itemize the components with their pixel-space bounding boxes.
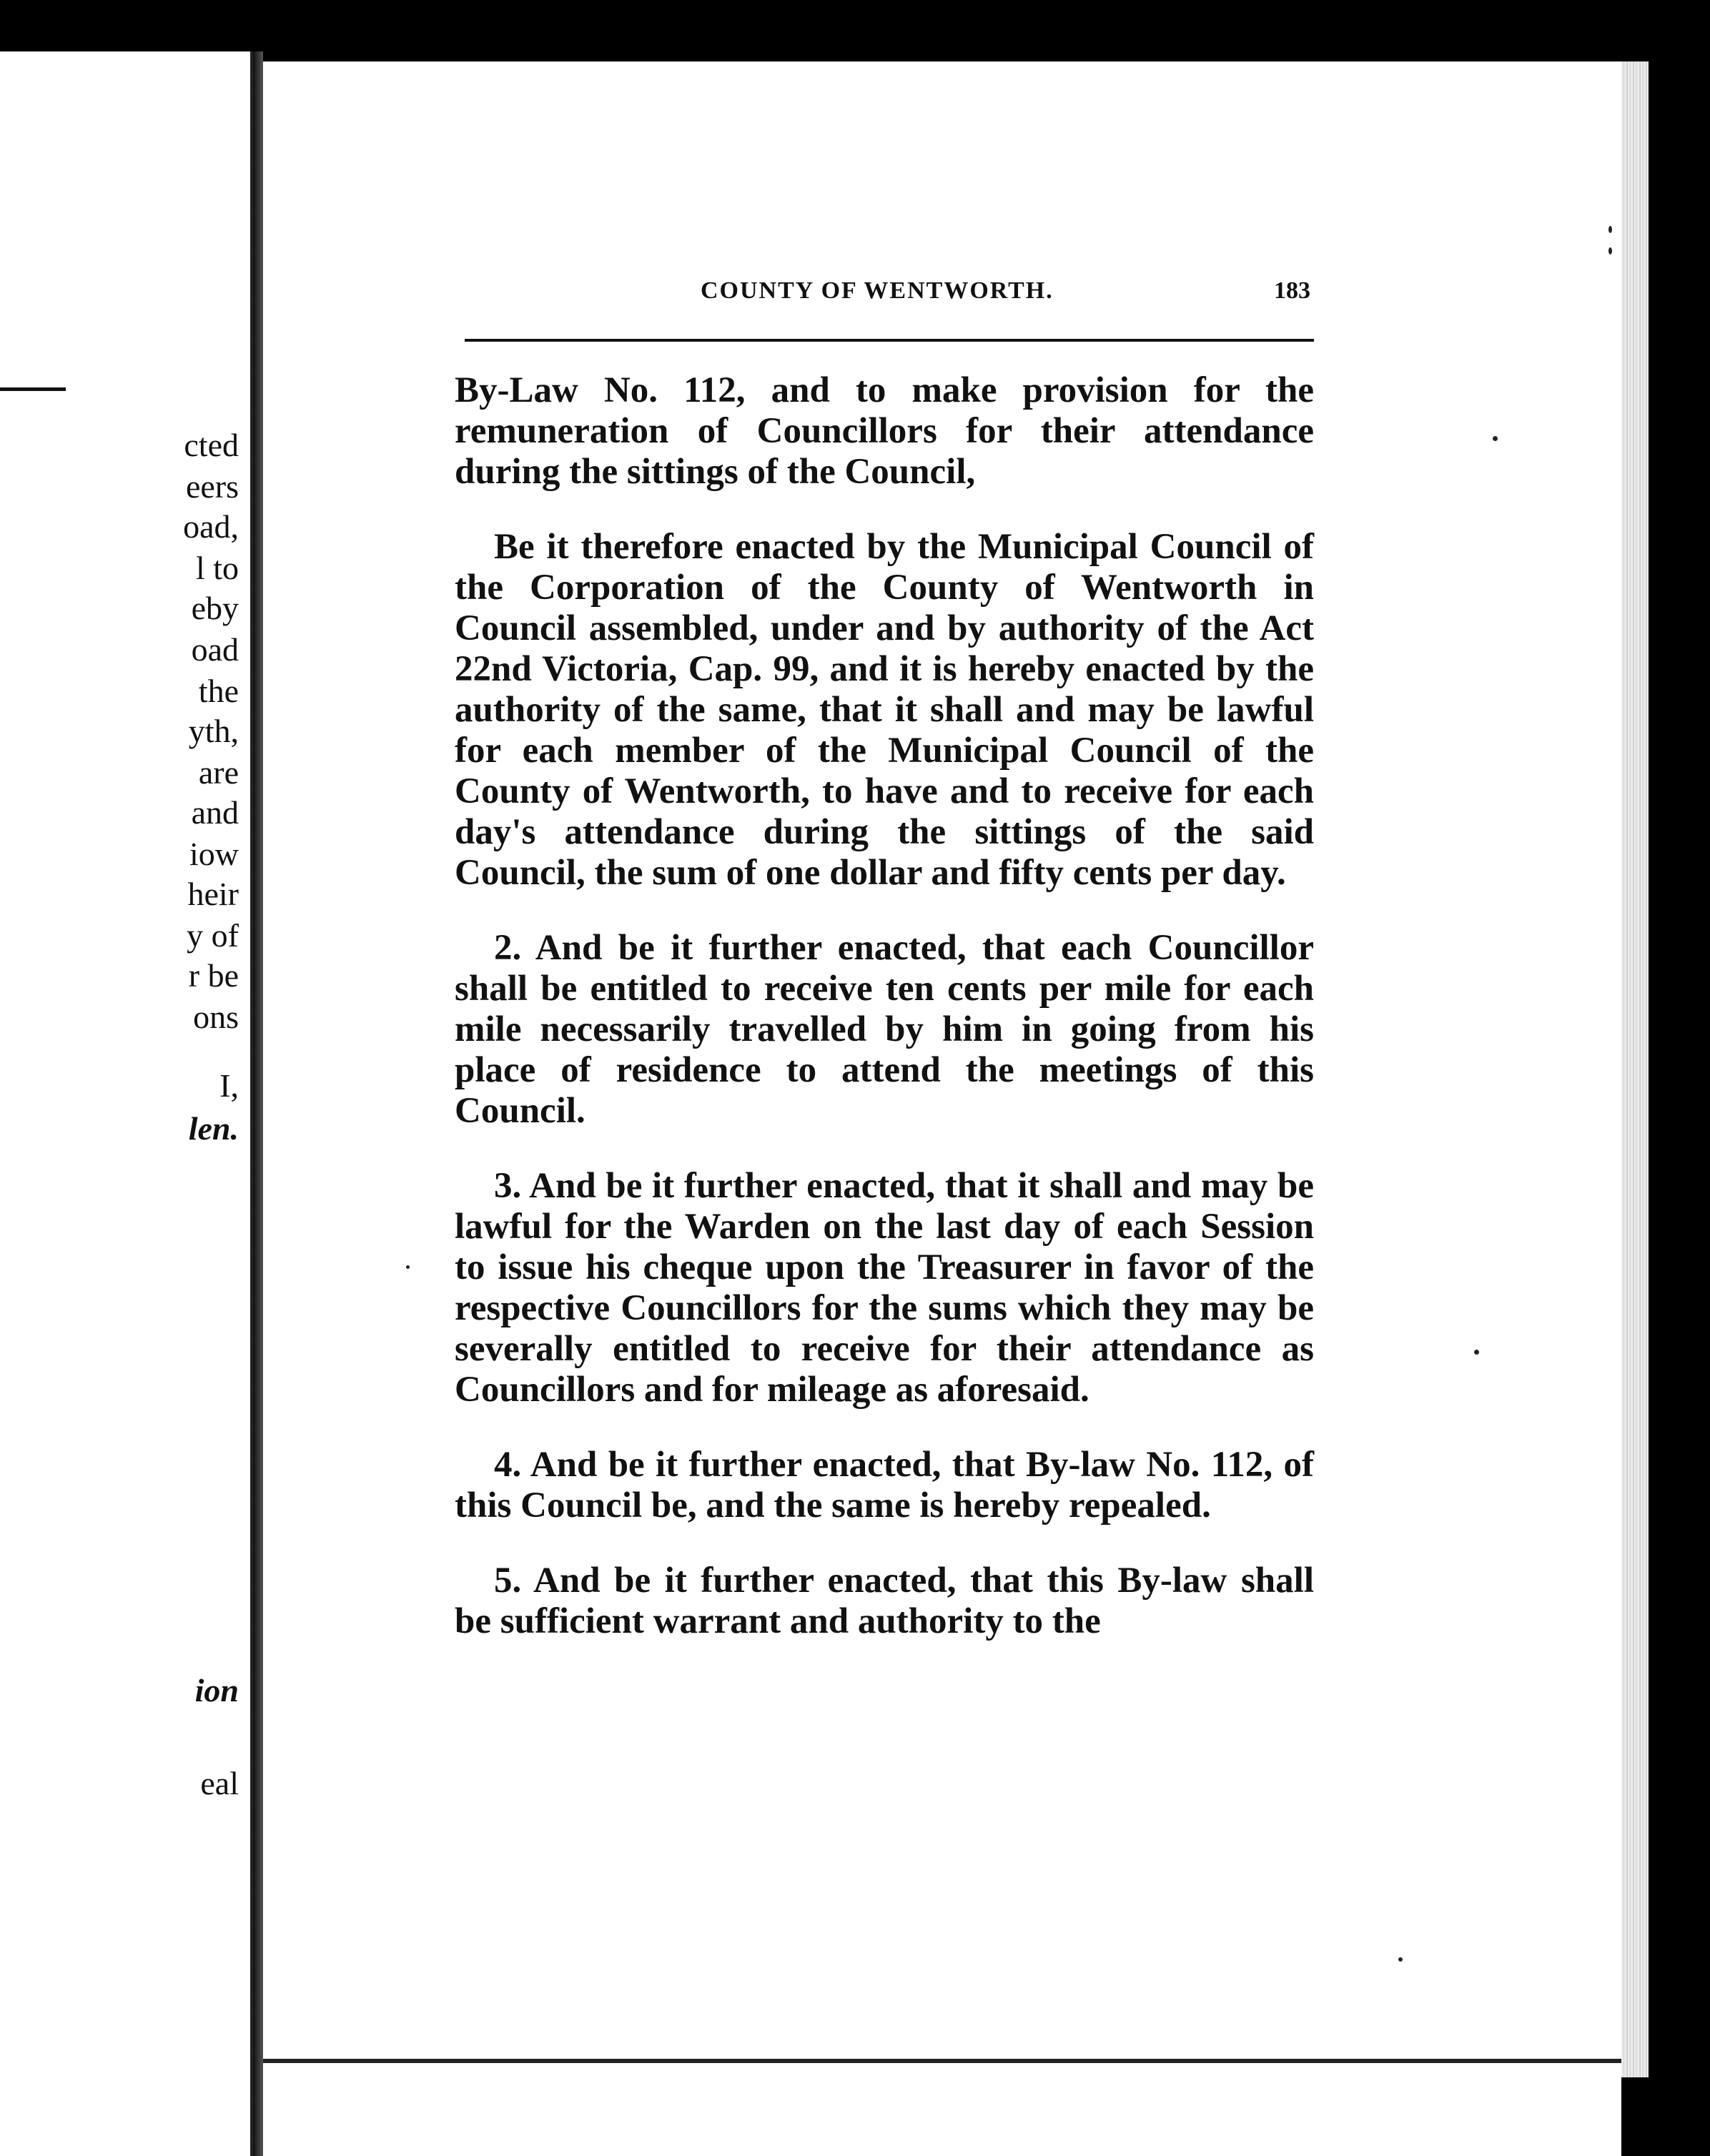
body-text bbox=[455, 370, 1314, 1676]
paragraph: Be it therefore enacted by the Municipal Council of the Corporation of the County of Wentworth in Council assembled, under and by authority of the Act 22nd Victoria, Cap. 99, and it is hereby enacted by the authority of the same, that it shall and may be lawful for each member of the Municipal Council of the County of Wentworth, to have and to receive for each day's attendance during the sittings of the said Council, the sum of one dollar and fifty cents per day. bbox=[455, 527, 1314, 893]
left-line-fragment: yth, bbox=[188, 713, 239, 749]
left-line-fragment: are bbox=[198, 754, 239, 791]
left-line-fragment: ons bbox=[193, 999, 239, 1035]
left-line-fragment: eal bbox=[200, 1765, 239, 1801]
left-line-fragment: iow bbox=[189, 836, 239, 872]
left-line-fragment: eers bbox=[185, 468, 239, 505]
scan-speck bbox=[406, 1265, 410, 1269]
left-line-fragment: ion bbox=[194, 1672, 239, 1709]
header-rule bbox=[465, 339, 1314, 342]
left-line-fragment: oad, bbox=[183, 508, 239, 545]
left-line-fragment: l to bbox=[195, 550, 239, 586]
left-line-fragment: len. bbox=[188, 1110, 239, 1147]
left-line-fragment: cted bbox=[184, 427, 239, 463]
left-page-rule bbox=[0, 387, 66, 391]
page-edges bbox=[1621, 61, 1649, 2077]
scan-speck bbox=[1398, 1957, 1403, 1962]
scan-speck bbox=[1474, 1350, 1479, 1355]
scan-speck bbox=[1493, 436, 1498, 441]
page-bottom-edge bbox=[263, 2059, 1621, 2063]
scan-speck bbox=[1608, 247, 1612, 254]
paragraph: By-Law No. 112, and to make provision for the remuneration of Councillors for their attendance during the sittings of the Council, bbox=[455, 370, 1314, 492]
left-line-fragment: and bbox=[191, 794, 239, 831]
paragraph: 3. And be it further enacted, that it shall and may be lawful for the Warden on the last day of each Session to issue his cheque upon the Treasurer in favor of the respective Councillors for the sums which they may be severally entitled to receive for their attendance as Councillors and for mileage as aforesaid. bbox=[455, 1166, 1314, 1410]
paragraph: 4. And be it further enacted, that By-law No. 112, of this Council be, and the same is hereby repealed. bbox=[455, 1445, 1314, 1525]
left-line-fragment: eby bbox=[191, 590, 239, 626]
paragraph: 2. And be it further enacted, that each Councillor shall be entitled to receive ten cents per mile for each mile necessarily travelled by him in going from his place of residence to attend the meetings of this Council. bbox=[455, 928, 1314, 1131]
left-facing-page bbox=[0, 51, 253, 2156]
paragraph: 5. And be it further enacted, that this By-law shall be sufficient warrant and authority to the bbox=[455, 1561, 1314, 1641]
left-line-fragment: heir bbox=[187, 876, 239, 912]
scan-speck bbox=[1608, 226, 1612, 233]
left-line-fragment: the bbox=[198, 673, 239, 709]
left-line-fragment: oad bbox=[191, 631, 239, 668]
running-head: COUNTY OF WENTWORTH. bbox=[701, 277, 1054, 304]
left-line-fragment: r be bbox=[188, 957, 239, 994]
left-line-fragment: I, bbox=[219, 1067, 239, 1104]
book-spine-shadow bbox=[253, 51, 263, 2156]
left-line-fragment: y of bbox=[187, 917, 239, 954]
page-number: 183 bbox=[1274, 277, 1310, 304]
